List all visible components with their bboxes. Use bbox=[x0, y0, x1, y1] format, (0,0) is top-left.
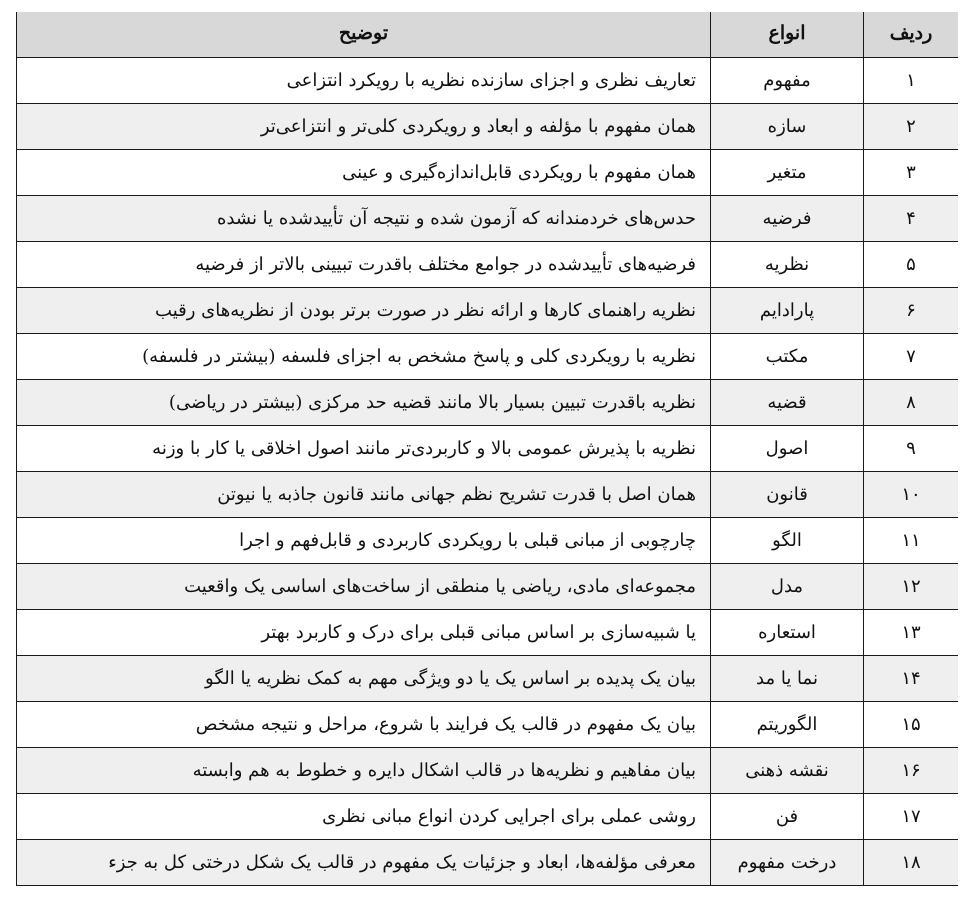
row-index-cell: ۷ bbox=[864, 334, 959, 380]
row-description-cell bbox=[17, 840, 711, 886]
row-description-text: بیان یک مفهوم در قالب یک فرایند با شروع، مراحل و نتیجه مشخص bbox=[195, 714, 696, 735]
table-row bbox=[17, 794, 959, 840]
row-description-cell bbox=[17, 150, 711, 196]
table-row bbox=[17, 380, 959, 426]
header-type: انواع bbox=[711, 9, 864, 58]
row-description-cell bbox=[17, 472, 711, 518]
row-description-cell bbox=[17, 196, 711, 242]
row-description-text: نظریه باقدرت تبیین بسیار بالا مانند قضیه حد مرکزی (بیشتر در ریاضی) bbox=[168, 392, 696, 413]
row-description-cell bbox=[17, 564, 711, 610]
row-description-cell bbox=[17, 334, 711, 380]
row-index-cell: ۹ bbox=[864, 426, 959, 472]
row-index-cell: ۱۱ bbox=[864, 518, 959, 564]
row-description-cell bbox=[17, 380, 711, 426]
table-row bbox=[17, 518, 959, 564]
header-index: ردیف bbox=[864, 9, 959, 58]
row-description-cell bbox=[17, 610, 711, 656]
row-description-text: روشی عملی برای اجرایی کردن انواع مبانی نظری bbox=[322, 806, 696, 827]
table-row bbox=[17, 288, 959, 334]
row-index-cell: ۱۸ bbox=[864, 840, 959, 886]
cropped-top-edge bbox=[16, 8, 958, 12]
row-description-text: یا شبیه‌سازی بر اساس مبانی قبلی برای درک و کاربرد بهتر bbox=[261, 622, 696, 643]
table-row bbox=[17, 840, 959, 886]
table-row bbox=[17, 748, 959, 794]
row-description-text: همان مفهوم با رویکردی قابل‌اندازه‌گیری و عینی bbox=[342, 162, 696, 183]
row-index-cell: ۱۳ bbox=[864, 610, 959, 656]
row-description-text: تعاریف نظری و اجزای سازنده نظریه با رویکرد انتزاعی bbox=[286, 70, 696, 91]
row-type-cell: سازه bbox=[711, 104, 864, 150]
row-description-cell bbox=[17, 702, 711, 748]
row-index-cell: ۴ bbox=[864, 196, 959, 242]
header-description: توضیح bbox=[17, 9, 711, 58]
row-description-text: بیان یک پدیده بر اساس یک یا دو ویژگی مهم به کمک نظریه یا الگو bbox=[205, 668, 696, 689]
table-body bbox=[17, 58, 959, 886]
table-row bbox=[17, 196, 959, 242]
table-row bbox=[17, 242, 959, 288]
table-row bbox=[17, 334, 959, 380]
row-description-text: معرفی مؤلفه‌ها، ابعاد و جزئیات یک مفهوم در قالب یک شکل درختی کل به جزء bbox=[108, 852, 696, 873]
row-index-cell: ۱ bbox=[864, 58, 959, 104]
row-index-cell: ۱۲ bbox=[864, 564, 959, 610]
row-type-cell: نقشه ذهنی bbox=[711, 748, 864, 794]
row-description-cell bbox=[17, 58, 711, 104]
row-index-cell: ۵ bbox=[864, 242, 959, 288]
row-type-cell: فن bbox=[711, 794, 864, 840]
row-type-cell: مدل bbox=[711, 564, 864, 610]
row-type-cell: متغیر bbox=[711, 150, 864, 196]
row-index-cell: ۱۰ bbox=[864, 472, 959, 518]
row-type-cell: مفهوم bbox=[711, 58, 864, 104]
row-type-cell: مکتب bbox=[711, 334, 864, 380]
row-index-cell: ۱۵ bbox=[864, 702, 959, 748]
row-type-cell: قانون bbox=[711, 472, 864, 518]
row-description-text: بیان مفاهیم و نظریه‌ها در قالب اشکال دایره و خطوط به هم وابسته bbox=[192, 760, 696, 781]
row-description-cell bbox=[17, 104, 711, 150]
row-description-cell bbox=[17, 288, 711, 334]
row-description-text: نظریه راهنمای کارها و ارائه نظر در صورت برتر بودن از نظریه‌های رقیب bbox=[155, 300, 696, 321]
table-row bbox=[17, 150, 959, 196]
row-description-text: همان اصل با قدرت تشریح نظم جهانی مانند قانون جاذبه یا نیوتن bbox=[217, 484, 696, 505]
row-index-cell: ۶ bbox=[864, 288, 959, 334]
row-type-cell: نظریه bbox=[711, 242, 864, 288]
row-description-text: حدس‌های خردمندانه که آزمون شده و نتیجه آن تأییدشده یا نشده bbox=[217, 208, 696, 229]
table-row bbox=[17, 104, 959, 150]
table-row bbox=[17, 702, 959, 748]
row-type-cell: قضیه bbox=[711, 380, 864, 426]
row-description-text: چارچوبی از مبانی قبلی با رویکردی کاربردی و قابل‌فهم و اجرا bbox=[239, 530, 696, 551]
row-index-cell: ۱۶ bbox=[864, 748, 959, 794]
row-description-cell bbox=[17, 656, 711, 702]
table-row bbox=[17, 656, 959, 702]
row-type-cell: الگو bbox=[711, 518, 864, 564]
row-description-cell bbox=[17, 794, 711, 840]
row-description-text: فرضیه‌های تأییدشده در جوامع مختلف باقدرت تبیینی بالاتر از فرضیه bbox=[195, 254, 696, 275]
table-row bbox=[17, 426, 959, 472]
table-frame bbox=[16, 8, 958, 913]
row-description-text: مجموعه‌ای مادی، ریاضی یا منطقی از ساخت‌های اساسی یک واقعیت bbox=[184, 576, 696, 597]
row-type-cell: استعاره bbox=[711, 610, 864, 656]
row-type-cell: فرضیه bbox=[711, 196, 864, 242]
row-index-cell: ۲ bbox=[864, 104, 959, 150]
concepts-table bbox=[16, 8, 958, 886]
table-row bbox=[17, 610, 959, 656]
table-header-row bbox=[17, 9, 959, 58]
row-description-cell bbox=[17, 426, 711, 472]
table-row bbox=[17, 58, 959, 104]
row-type-cell: الگوریتم bbox=[711, 702, 864, 748]
row-index-cell: ۱۷ bbox=[864, 794, 959, 840]
row-description-cell bbox=[17, 518, 711, 564]
row-description-text: همان مفهوم با مؤلفه و ابعاد و رویکردی کلی‌تر و انتزاعی‌تر bbox=[260, 116, 696, 137]
row-index-cell: ۱۴ bbox=[864, 656, 959, 702]
table-row bbox=[17, 564, 959, 610]
row-index-cell: ۳ bbox=[864, 150, 959, 196]
row-type-cell: نما یا مد bbox=[711, 656, 864, 702]
row-description-text: نظریه با رویکردی کلی و پاسخ مشخص به اجزای فلسفه (بیشتر در فلسفه) bbox=[142, 346, 696, 367]
row-description-cell bbox=[17, 748, 711, 794]
row-type-cell: پارادایم bbox=[711, 288, 864, 334]
row-description-cell bbox=[17, 242, 711, 288]
row-index-cell: ۸ bbox=[864, 380, 959, 426]
row-type-cell: اصول bbox=[711, 426, 864, 472]
table-row bbox=[17, 472, 959, 518]
row-type-cell: درخت مفهوم bbox=[711, 840, 864, 886]
row-description-text: نظریه با پذیرش عمومی بالا و کاربردی‌تر مانند اصول اخلاقی یا کار با وزنه bbox=[152, 438, 696, 459]
